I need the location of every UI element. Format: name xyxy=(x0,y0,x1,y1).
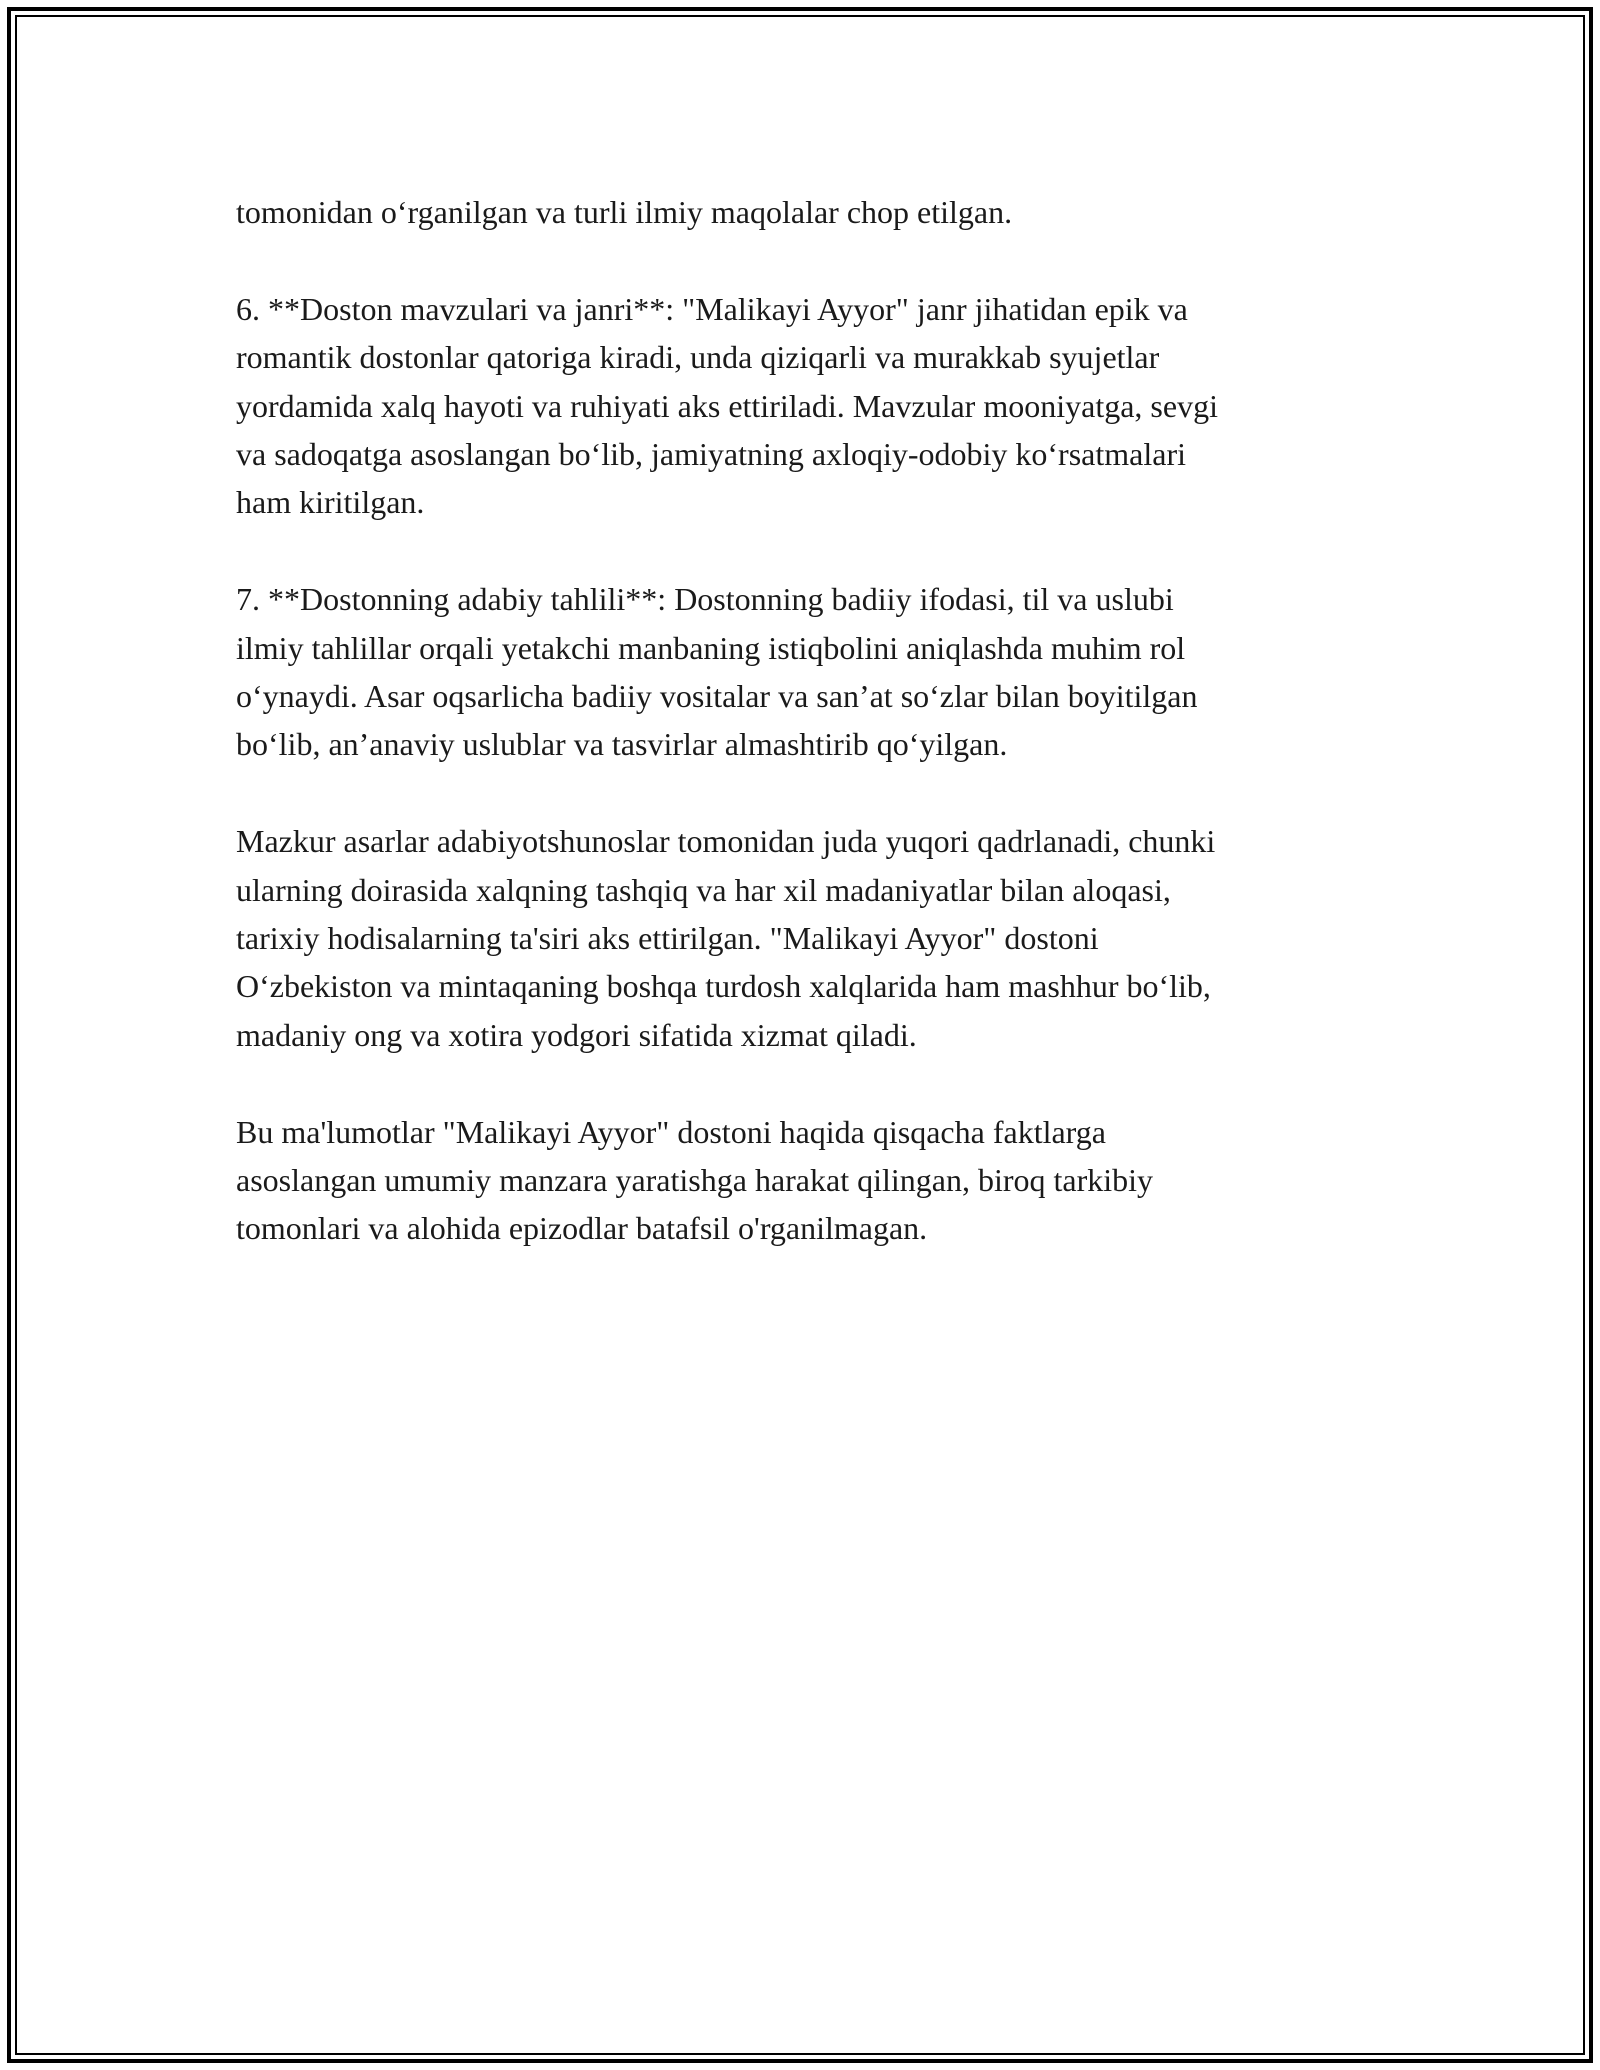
paragraph-continuation: tomonidan o‘rganilgan va turli ilmiy maqolalar chop etilgan. xyxy=(236,194,1013,230)
paragraph-scholarly-appreciation: Mazkur asarlar adabiyotshunoslar tomonidan juda yuqori qadrlanadi, chunki ularning doirasida xalqning tashqiq va har xil madaniyatlar bilan aloqasi, tarixiy hodisalarning ta'siri aks ettirilgan. "Malikayi Ayyor" dostoni O‘zbekiston va mintaqaning boshqa turdosh xalqlarida ham mashhur bo‘lib, madaniy ong va xotira yodgori sifatida xizmat qiladi. xyxy=(236,823,1216,1053)
paragraph-summary-note: Bu ma'lumotlar "Malikayi Ayyor" dostoni haqida qisqacha faktlarga asoslangan umumiy manzara yaratishga harakat qilingan, biroq tarkibiy tomonlari va alohida epizodlar batafsil o'rganilmagan. xyxy=(236,1113,1154,1247)
paragraph-doston-themes-genre: 6. **Doston mavzulari va janri**: "Malikayi Ayyor" janr jihatidan epik va romantik dostonlar qatoriga kiradi, unda qiziqarli va murakkab syujetlar yordamida xalq hayoti va ruhiyati aks ettiriladi. Mavzular mooniyatga, sevgi va sadoqatga asoslangan bo‘lib, jamiyatning axloqiy-odobiy ko‘rsatmalari ham kiritilgan. xyxy=(236,290,1218,521)
paragraph-literary-analysis: 7. **Dostonning adabiy tahlili**: Dostonning badiiy ifodasi, til va uslubi ilmiy tahlillar orqali yetakchi manbaning istiqbolini aniqlashda muhim rol o‘ynaydi. Asar oqsarlicha badiiy vositalar va san’at so‘zlar bilan boyitilgan bo‘lib, an’anaviy uslublar va tasvirlar almashtirib qo‘yilgan. xyxy=(236,581,1198,763)
document-body xyxy=(236,188,1366,1301)
